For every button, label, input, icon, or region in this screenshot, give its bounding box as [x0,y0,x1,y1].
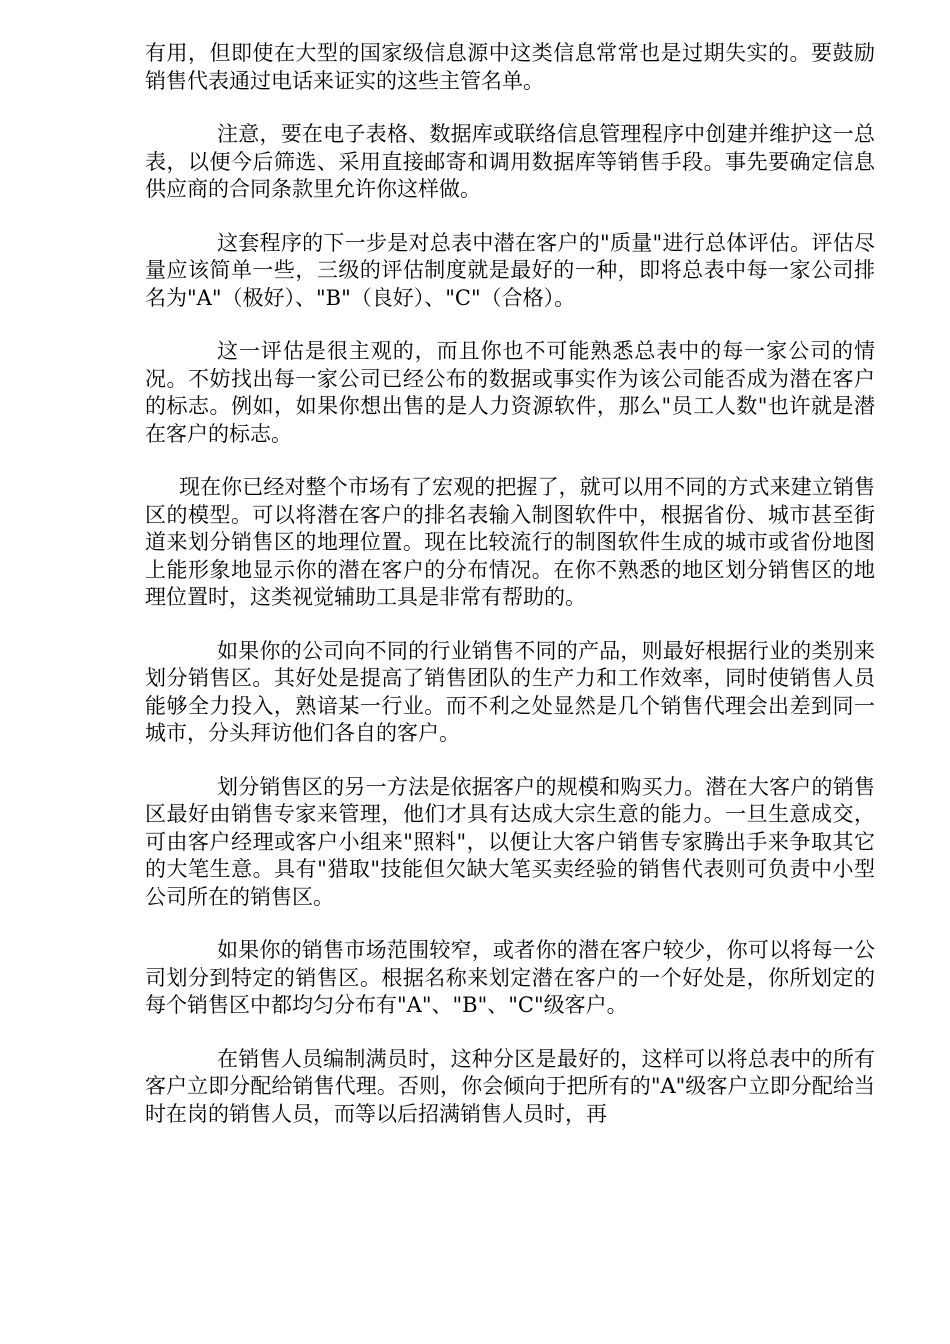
paragraph-4: 这一评估是很主观的，而且你也不可能熟悉总表中的每一家公司的情况。不妨找出每一家公司已经公布的数据或事实作为该公司能否成为潜在客户的标志。例如，如果你想出售的是人力资源软件，那么"员工人数"也许就是潜在客户的标志。 [145,339,875,446]
paragraph-9: 在销售人员编制满员时，这种分区是最好的，这样可以将总表中的所有客户立即分配给销售代理。否则，你会倾向于把所有的"A"级客户立即分配给当时在岗的销售人员，而等以后招满销售人员时，再 [145,1046,875,1126]
paragraph-6: 如果你的公司向不同的行业销售不同的产品，则最好根据行业的类别来划分销售区。其好处是提高了销售团队的生产力和工作效率，同时使销售人员能够全力投入，熟谙某一行业。而不利之处显然是几个销售代理会出差到同一城市，分头拜访他们各自的客户。 [145,638,875,745]
paragraph-2: 注意，要在电子表格、数据库或联络信息管理程序中创建并维护这一总表，以便今后筛选、采用直接邮寄和调用数据库等销售手段。事先要确定信息供应商的合同条款里允许你这样做。 [145,122,875,201]
paragraph-5: 现在你已经对整个市场有了宏观的把握了，就可以用不同的方式来建立销售区的模型。可以将潜在客户的排名表输入制图软件中，根据省份、城市甚至街道来划分销售区的地理位置。现在比较流行的制图软件生成的城市或省份地图上能形象地显示你的潜在客户的分布情况。在你不熟悉的地区划分销售区的地理位置时，这类视觉辅助工具是非常有帮助的。 [145,475,875,609]
document-page [145,40,875,1154]
paragraph-8: 如果你的销售市场范围较窄，或者你的潜在客户较少，你可以将每一公司划分到特定的销售区。根据名称来划定潜在客户的一个好处是，你所划定的每个销售区中都均匀分布有"A"、"B"、"C"级客户。 [145,938,875,1017]
paragraph-1: 有用，但即使在大型的国家级信息源中这类信息常常也是过期失实的。要鼓励销售代表通过电话来证实的这些主管名单。 [145,41,875,93]
paragraph-7: 划分销售区的另一方法是依据客户的规模和购买力。潜在大客户的销售区最好由销售专家来管理，他们才具有达成大宗生意的能力。一旦生意成交，可由客户经理或客户小组来"照料"，以便让大客户销售专家腾出手来争取其它的大笔生意。具有"猎取"技能但欠缺大笔买卖经验的销售代表则可负责中小型公司所在的销售区。 [145,774,875,909]
paragraph-3: 这套程序的下一步是对总表中潜在客户的"质量"进行总体评估。评估尽量应该简单一些，三级的评估制度就是最好的一种，即将总表中每一家公司排名为"A"（极好）、"B"（良好）、"C"（合格）。 [145,230,875,310]
